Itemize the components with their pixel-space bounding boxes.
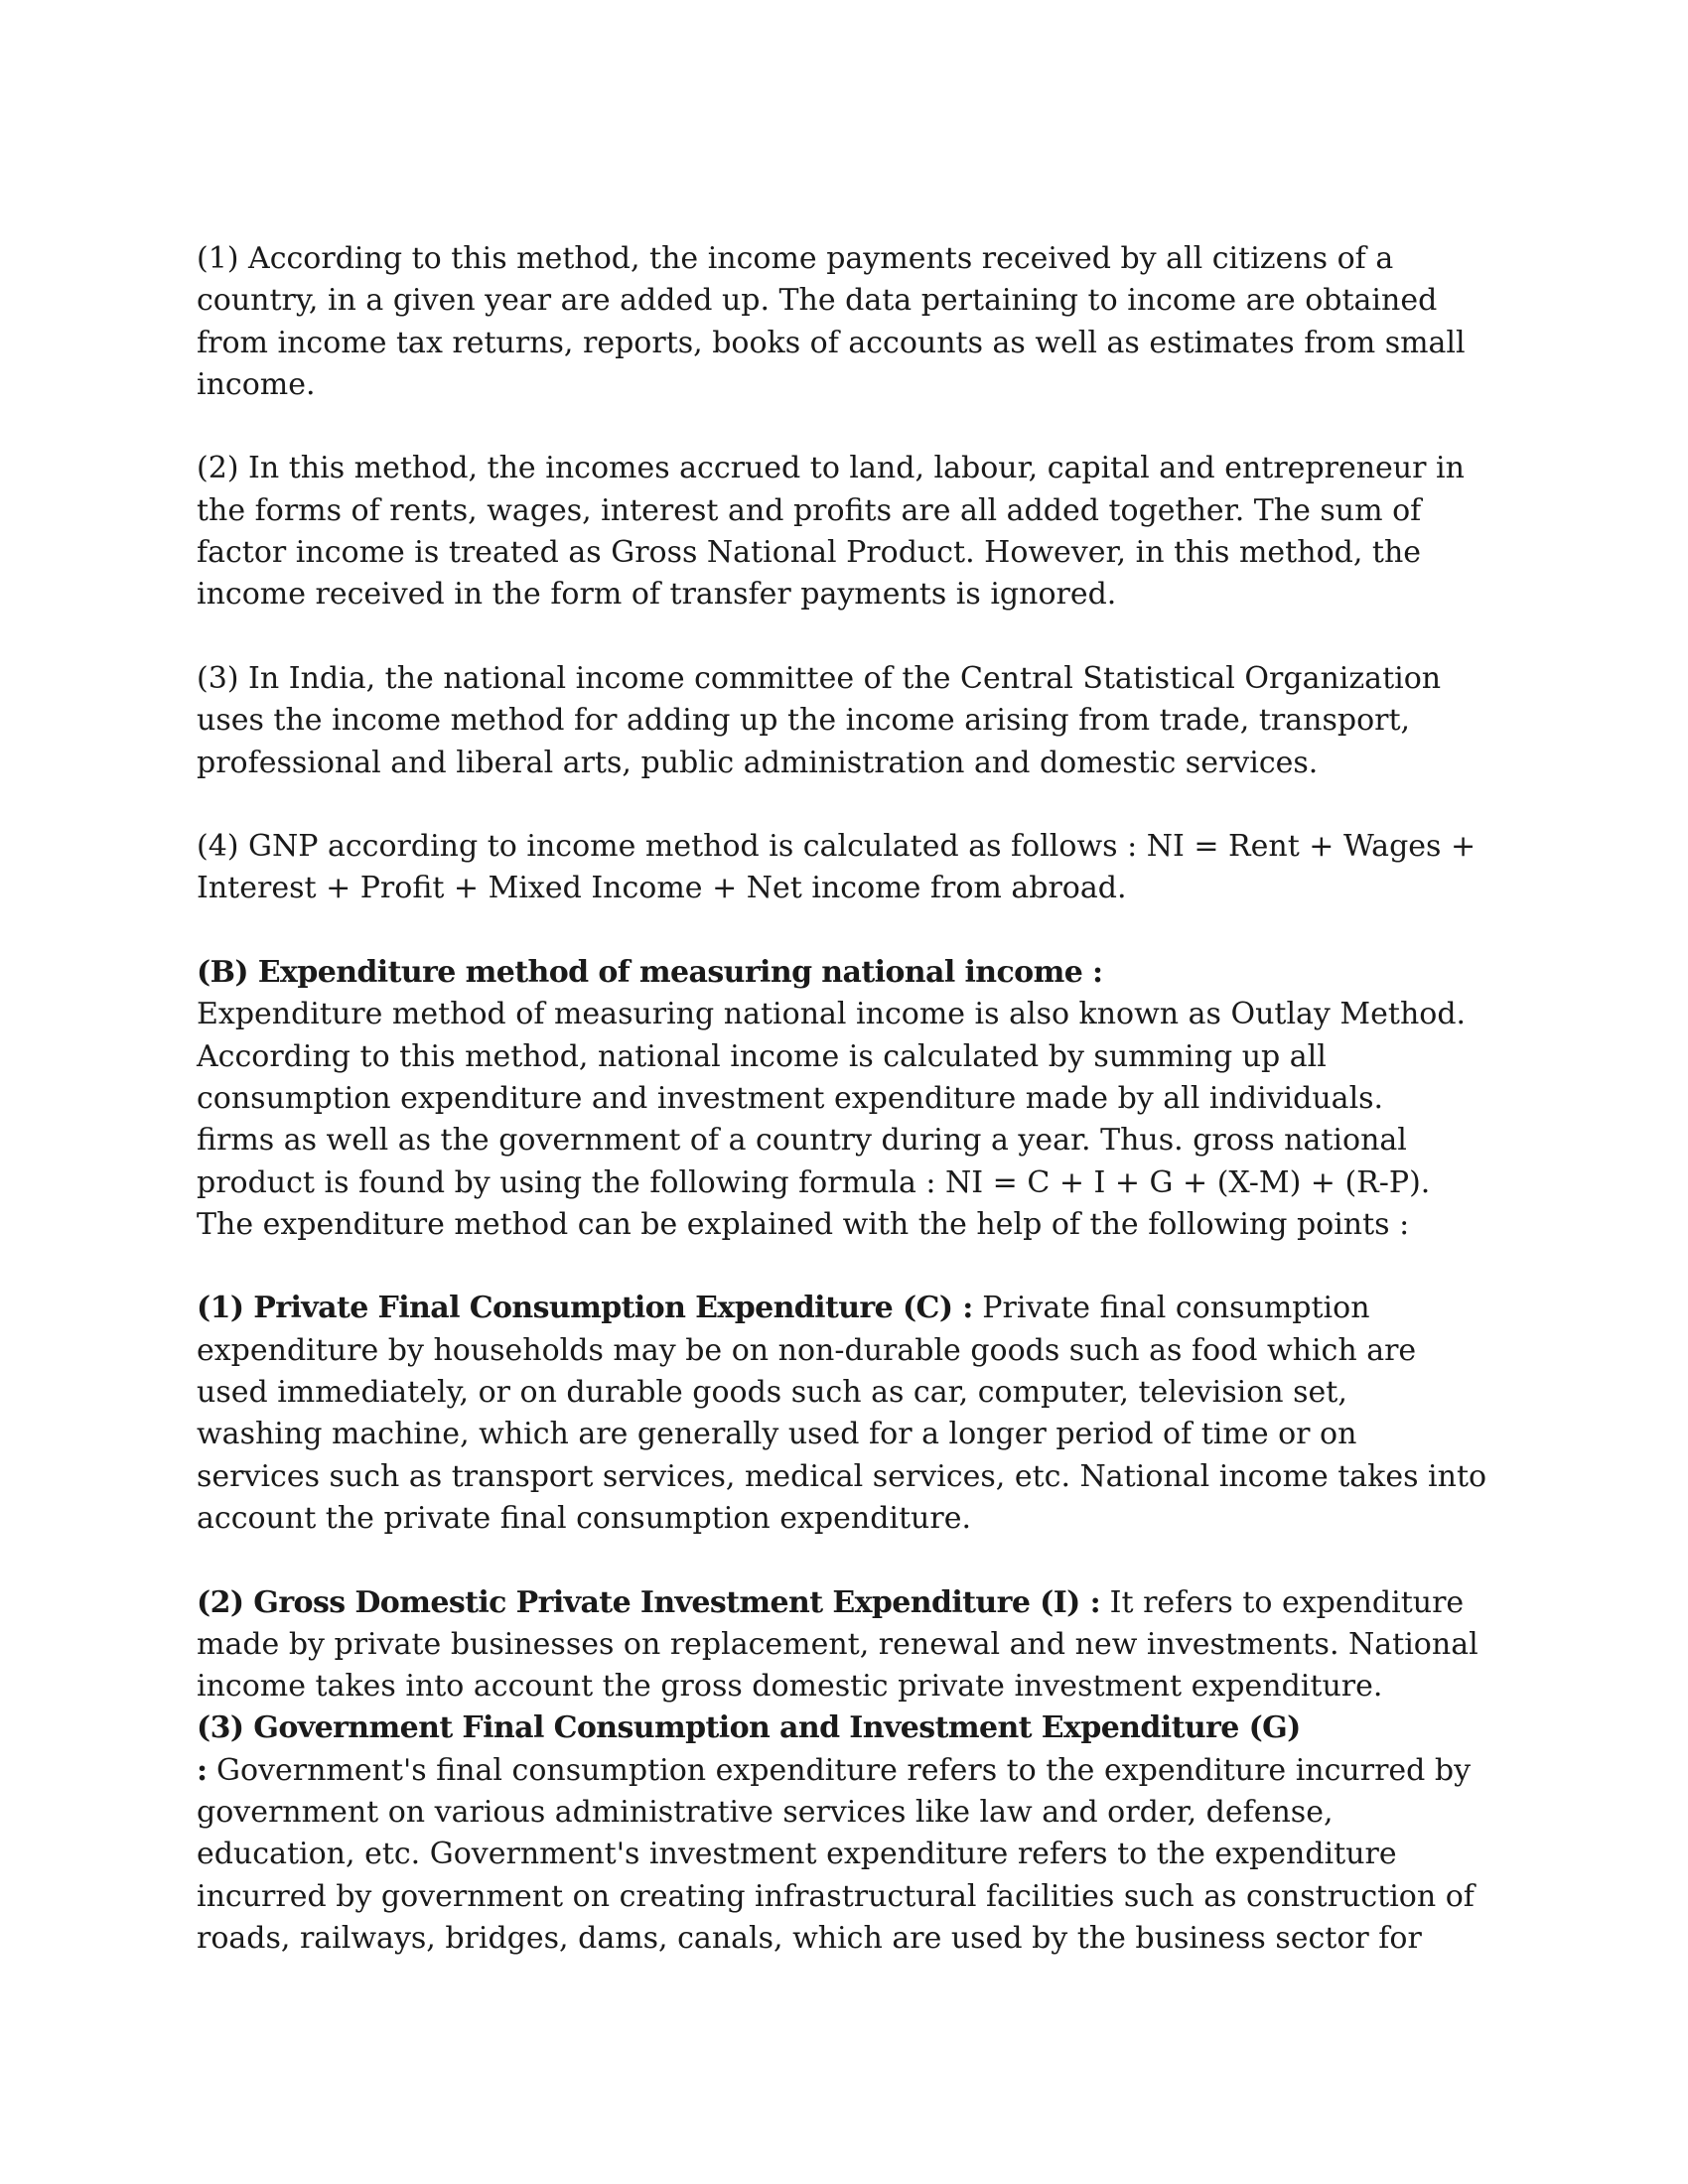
expenditure-point-2 — [197, 1582, 1497, 1708]
expenditure-point-3-body: Government's final consumption expenditure refers to the expenditure incurred by government on various administrative services like law and order, defense, education, etc. Government's investment expenditure refers to the expenditure incurred by government on creating infrastructural facilities such as construction of roads, railways, bridges, dams, canals, which are used by the business sector for — [197, 1752, 1475, 1956]
section-b-body: Expenditure method of measuring national income is also known as Outlay Method. According to this method, national income is calculated by summing up all consumption expenditure and investment expenditure made by all individuals. firms as well as the government of a country during a year. Thus. gross national product is found by using the following formula : NI = C + I + G + (X-M) + (R-P). The expenditure method can be explained with the help of the following points : — [197, 997, 1467, 1242]
expenditure-point-3-colon: : — [197, 1752, 208, 1788]
income-method-point-3: (3) In India, the national income committee of the Central Statistical Organization uses the income method for adding up the income arising from trade, transport, professional and liberal arts, public administration and domestic services. — [197, 660, 1442, 780]
expenditure-point-2-heading: (2) Gross Domestic Private Investment Expenditure (I) : — [197, 1584, 1101, 1620]
expenditure-point-1-heading: (1) Private Final Consumption Expenditure (C) : — [197, 1291, 973, 1326]
paragraph-spacer — [197, 784, 1497, 826]
income-method-point-4: (4) GNP according to income method is calculated as follows : NI = Rent + Wages + Interest + Profit + Mixed Income + Net income from abroad. — [197, 829, 1477, 906]
paragraph-spacer — [197, 616, 1497, 658]
paragraph-spacer — [197, 406, 1497, 448]
expenditure-point-3-heading: (3) Government Final Consumption and Investment Expenditure (G) — [197, 1710, 1301, 1746]
expenditure-point-3 — [197, 1750, 1497, 1960]
paragraph-spacer — [197, 1540, 1497, 1581]
paragraph-spacer — [197, 910, 1497, 952]
document-page — [197, 238, 1497, 1960]
income-method-point-2: (2) In this method, the incomes accrued to land, labour, capital and entrepreneur in the forms of rents, wages, interest and profits are all added together. The sum of factor income is treated as Gross National Product. However, in this method, the income received in the form of transfer payments is ignored. — [197, 451, 1465, 613]
expenditure-point-1 — [197, 1288, 1497, 1540]
income-method-point-1: (1) According to this method, the income payments received by all citizens of a country, in a given year are added up. The data pertaining to income are obtained from income tax returns, reports, books of accounts as well as estimates from small income. — [197, 241, 1466, 402]
paragraph-spacer — [197, 1246, 1497, 1288]
expenditure-point-2-body: It refers to expenditure made by private businesses on replacement, renewal and new investments. National income takes into account the gross domestic private investment expenditure. — [197, 1584, 1478, 1705]
section-b-heading: (B) Expenditure method of measuring national income : — [197, 955, 1103, 991]
expenditure-point-1-body: Private final consumption expenditure by households may be on non-durable goods such as food which are used immediately, or on durable goods such as car, computer, television set, washing machine, which are generally used for a longer period of time or on services such as transport services, medical services, etc. National income takes into account the private final consumption expenditure. — [197, 1291, 1487, 1536]
